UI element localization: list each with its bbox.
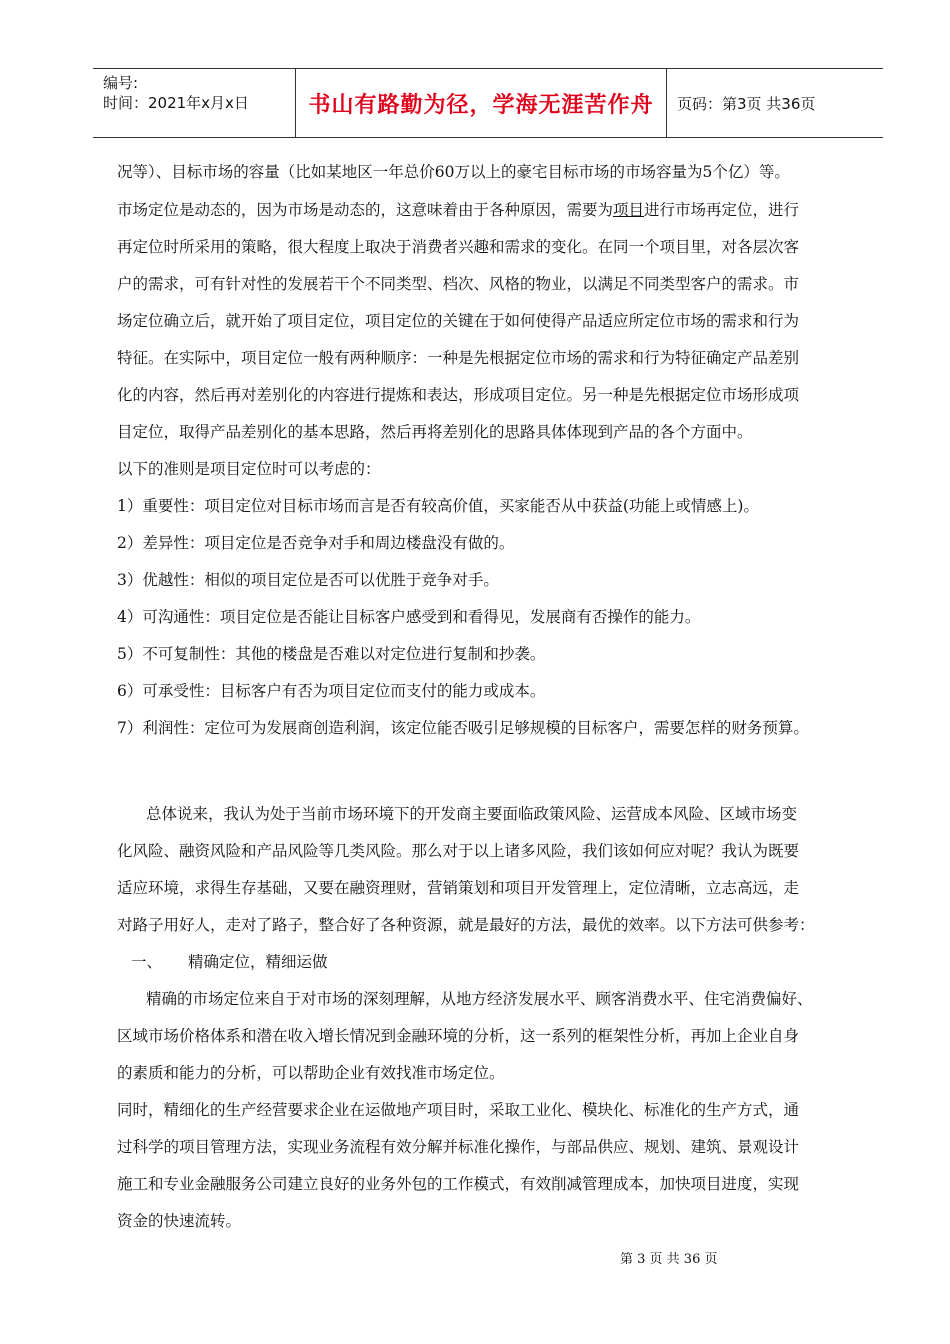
header-page-cell (667, 69, 883, 137)
text-line: 过科学的项目管理方法，实现业务流程有效分解并标准化操作，与部品供应、规划、建筑、景观设计 (117, 1138, 800, 1156)
text-line: 场定位确立后，就开始了项目定位，项目定位的关键在于如何使得产品适应所定位市场的需求和行为 (117, 312, 800, 330)
text-line: 施工和专业金融服务公司建立良好的业务外包的工作模式，有效削减管理成本，加快项目进度，实现 (117, 1175, 800, 1193)
text-line: 况等）、目标市场的容量（比如某地区一年总价60万以上的豪宅目标市场的市场容量为5个亿）等。 (117, 163, 790, 181)
criterion-item: 1）重要性：项目定位对目标市场而言是否有较高价值，买家能否从中获益(功能上或情感上)。 (117, 497, 759, 515)
criterion-item: 2）差异性：项目定位是否竞争对手和周边楼盘没有做的。 (117, 534, 515, 552)
criterion-item: 3）优越性：相似的项目定位是否可以优胜于竞争对手。 (117, 571, 499, 589)
motto-text: 书山有路勤为径，学海无涯苦作舟 (308, 92, 654, 118)
doc-number-label: 编号: (103, 74, 139, 92)
doc-time-label: 时间：2021年x月x日 (103, 94, 249, 112)
criterion-item: 6）可承受性：目标客户有否为项目定位而支付的能力或成本。 (117, 682, 546, 700)
text-line: 适应环境，求得生存基础，又要在融资理财，营销策划和项目开发管理上，定位清晰，立志高远，走 (117, 879, 800, 897)
page-footer: 第 3 页 共 36 页 (620, 1252, 718, 1267)
text-line: 以下的准则是项目定位时可以考虑的： (117, 460, 381, 478)
text-line: 同时，精细化的生产经营要求企业在运做地产项目时，采取工业化、模块化、标准化的生产方式，通 (117, 1101, 800, 1119)
text-line: 对路子用好人，走对了路子，整合好了各种资源，就是最好的方法，最优的效率。以下方法可供参考： (117, 916, 815, 934)
text-line: 化风险、融资风险和产品风险等几类风险。那么对于以上诸多风险，我们该如何应对呢？我认为既要 (117, 842, 800, 860)
link-project[interactable]: 项目 (613, 201, 645, 219)
criterion-item: 7）利润性：定位可为发展商创造利润，该定位能否吸引足够规模的目标客户，需要怎样的财务预算。 (117, 719, 809, 737)
section-number: 一、 (131, 953, 163, 971)
text-segment: 市场定位是动态的，因为市场是动态的，这意味着由于各种原因，需要为 (117, 201, 614, 219)
text-line: 区域市场价格体系和潜在收入增长情况到金融环境的分析，这一系列的框架性分析，再加上企业自身 (117, 1027, 800, 1045)
section-heading: 精确定位，精细运做 (188, 953, 328, 971)
criterion-item: 5）不可复制性：其他的楼盘是否难以对定位进行复制和抄袭。 (117, 645, 546, 663)
page-header (93, 68, 883, 138)
text-line: 户的需求，可有针对性的发展若干个不同类型、档次、风格的物业，以满足不同类型客户的需求。市 (117, 275, 800, 293)
text-line: 总体说来，我认为处于当前市场环境下的开发商主要面临政策风险、运营成本风险、区域市场变 (146, 805, 798, 823)
text-line: 化的内容，然后再对差别化的内容进行提炼和表达，形成项目定位。另一种是先根据定位市场形成项 (117, 386, 800, 404)
text-line: 目定位，取得产品差别化的基本思路，然后再将差别化的思路具体体现到产品的各个方面中。 (117, 423, 753, 441)
text-line: 精确的市场定位来自于对市场的深刻理解，从地方经济发展水平、顾客消费水平、住宅消费偏好、 (146, 990, 813, 1008)
page-code: 页码：第3页 共36页 (677, 94, 816, 113)
text-line: 资金的快速流转。 (117, 1212, 242, 1230)
criterion-item: 4）可沟通性：项目定位是否能让目标客户感受到和看得见，发展商有否操作的能力。 (117, 608, 701, 626)
text-line: 特征。在实际中，项目定位一般有两种顺序：一种是先根据定位市场的需求和行为特征确定产品差别 (117, 349, 800, 367)
text-line (117, 200, 799, 220)
header-info-cell (93, 69, 296, 137)
text-line: 再定位时所采用的策略，很大程度上取决于消费者兴趣和需求的变化。在同一个项目里，对各层次客 (117, 238, 800, 256)
header-motto-cell (296, 69, 667, 137)
text-line: 的素质和能力的分析，可以帮助企业有效找准市场定位。 (117, 1064, 505, 1082)
text-segment: 进行市场再定位，进行 (644, 201, 800, 219)
